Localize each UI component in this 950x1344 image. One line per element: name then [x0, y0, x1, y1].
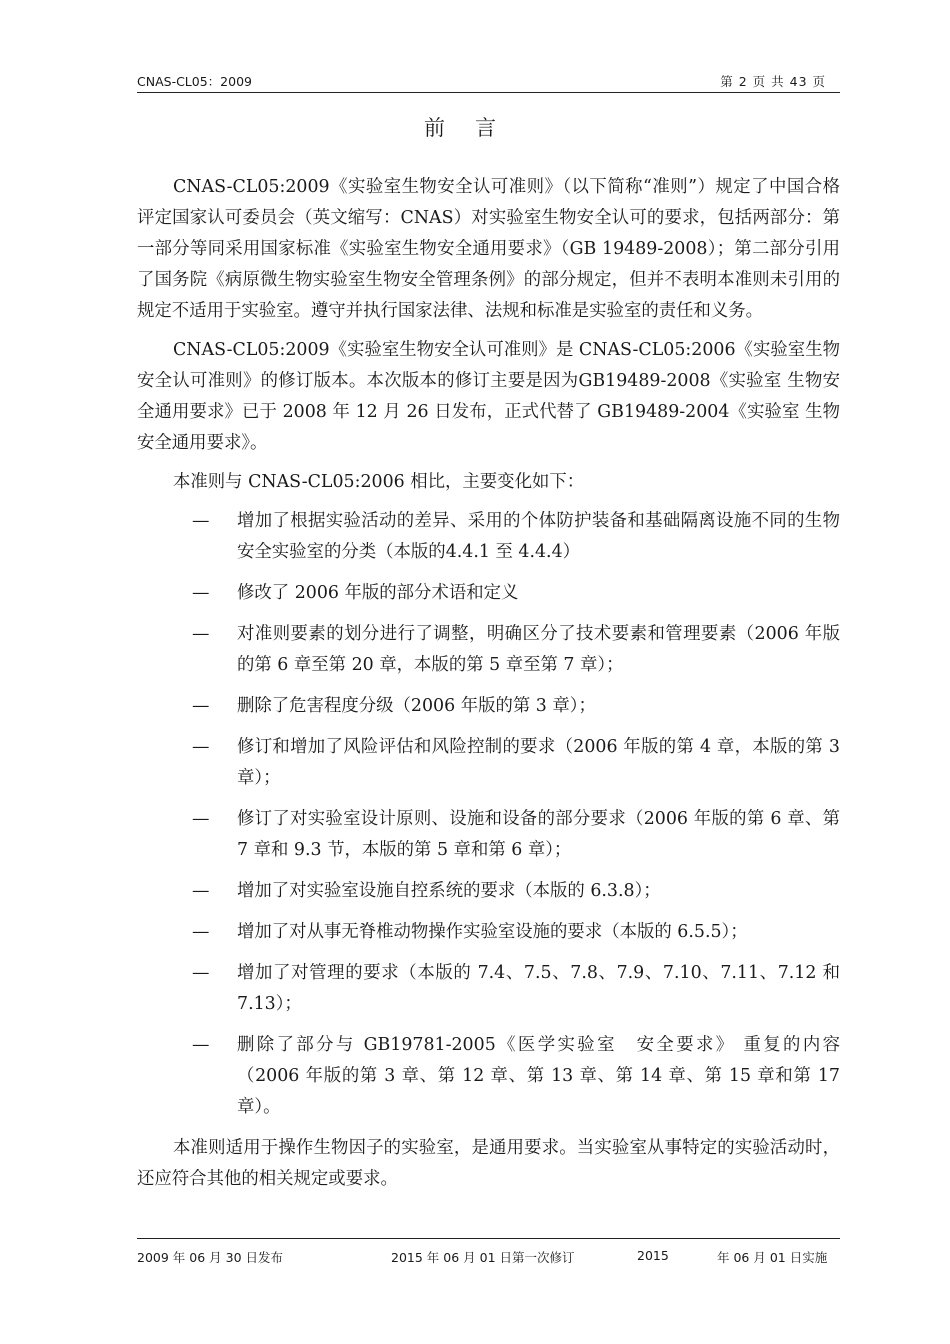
publish-date: 2009 年 06 月 30 日发布 [137, 1250, 283, 1265]
effective-date: 年 06 月 01 日实施 [717, 1250, 828, 1265]
list-item [137, 876, 840, 907]
list-item [137, 691, 840, 722]
list-item-text: 修订和增加了风险评估和风险控制的要求（2006 年版的第 4 章，本版的第 3 章）； [237, 737, 840, 788]
paragraph: CNAS-CL05:2009《实验室生物安全认可准则》（以下简称“准则”）规定了中国合格评定国家认可委员会（英文缩写：CNAS）对实验室生物安全认可的要求，包括两部分：第一部分等同采用国家标准《实验室生物安全通用要求》（GB 19489-2008）；第二部分引用了国务院《病原微生物实验室生物安全管理条例》的部分规定，但并不表明本准则未引用的规定不适用于实验室。遵守并执行国家法律、法规和标准是实验室的责任和义务。 [137, 177, 840, 321]
list-item-text: 增加了对从事无脊椎动物操作实验室设施的要求（本版的 6.5.5）； [237, 922, 748, 942]
list-item [137, 917, 840, 948]
bullet-dash: — [192, 583, 210, 603]
bullet-dash: — [192, 511, 210, 531]
bullet-dash: — [192, 881, 210, 901]
list-item [137, 619, 840, 681]
list-item-text: 对准则要素的划分进行了调整，明确区分了技术要素和管理要素（2006 年版的第 6 章至第 20 章，本版的第 5 章至第 7 章）； [237, 624, 840, 675]
paragraph: 本准则与 CNAS-CL05:2006 相比，主要变化如下： [173, 472, 585, 492]
list-item-text: 删除了危害程度分级（2006 年版的第 3 章）； [237, 696, 596, 716]
list-item-text: 删除了部分与 GB19781-2005《医学实验室 安全要求》 重复的内容（2006 年版的第 3 章、第 12 章、第 13 章、第 14 章、第 15 章和第 17 章）。 [237, 1035, 840, 1117]
list-item-text: 修订了对实验室设计原则、设施和设备的部分要求（2006 年版的第 6 章、第 7 章和 9.3 节，本版的第 5 章和第 6 章）； [237, 809, 840, 860]
effective-year: 2015 [637, 1248, 669, 1263]
bullet-dash: — [192, 737, 210, 757]
bullet-dash: — [192, 624, 210, 644]
page-title: 前言 [424, 116, 526, 140]
list-item [137, 506, 840, 568]
changes-list [137, 506, 840, 1123]
list-item-text: 增加了对实验室设施自控系统的要求（本版的 6.3.8）； [237, 881, 661, 901]
list-item [137, 1030, 840, 1123]
closing-paragraph: 本准则适用于操作生物因子的实验室，是通用要求。当实验室从事特定的实验活动时，还应符合其他的相关规定或要求。 [137, 1138, 840, 1189]
list-item-text: 增加了对管理的要求（本版的 7.4、7.5、7.8、7.9、7.10、7.11、7.12 和 7.13）； [237, 963, 840, 1014]
page-footer [137, 1238, 840, 1269]
bullet-dash: — [192, 922, 210, 942]
doc-id: CNAS-CL05：2009 [137, 74, 252, 89]
list-item-text: 修改了 2006 年版的部分术语和定义 [237, 583, 519, 603]
revision-date: 2015 年 06 月 01 日第一次修订 [391, 1250, 575, 1265]
bullet-dash: — [192, 696, 210, 716]
bullet-dash: — [192, 1035, 210, 1055]
bullet-dash: — [192, 963, 210, 983]
list-item [137, 958, 840, 1020]
page-info: 第 2 页 共 43 页 [720, 74, 826, 89]
list-item [137, 732, 840, 794]
bullet-dash: — [192, 809, 210, 829]
body-text [137, 172, 840, 1203]
paragraph: CNAS-CL05:2009《实验室生物安全认可准则》是 CNAS-CL05:2006《实验室生物安全认可准则》的修订版本。本次版本的修订主要是因为GB19489-2008《实验室 生物安全通用要求》已于 2008 年 12 月 26 日发布，正式代替了 GB19489-2004《实验室 生物安全通用要求》。 [137, 340, 840, 453]
list-item [137, 804, 840, 866]
list-item [137, 578, 840, 609]
list-item-text: 增加了根据实验活动的差异、采用的个体防护装备和基础隔离设施不同的生物安全实验室的分类（本版的4.4.1 至 4.4.4） [237, 511, 840, 562]
page-header [137, 72, 840, 93]
